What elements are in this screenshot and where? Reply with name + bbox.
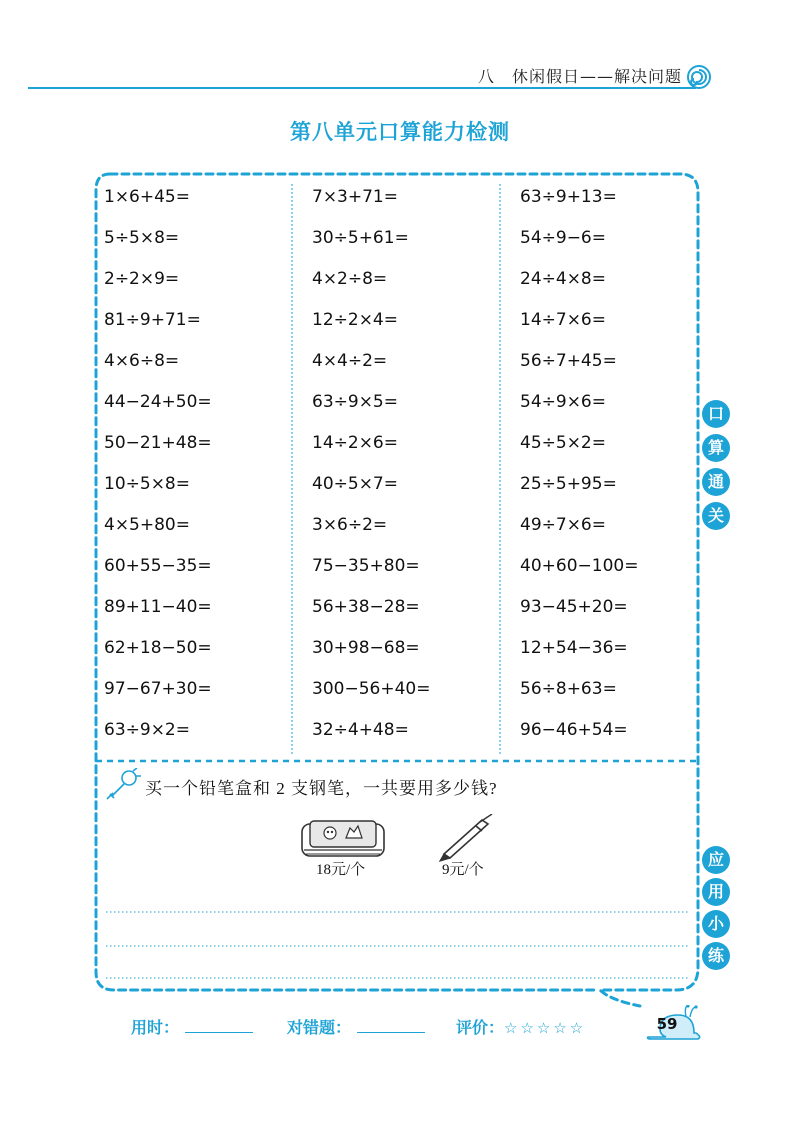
problem-column-2 bbox=[312, 177, 512, 751]
problem-column-3 bbox=[520, 177, 720, 751]
problem: 56÷8+63= bbox=[520, 679, 617, 699]
problem: 63÷9×5= bbox=[312, 392, 398, 412]
side-tab-guan: 关 bbox=[702, 502, 730, 530]
problem: 12+54−36= bbox=[520, 638, 628, 658]
problem: 50−21+48= bbox=[104, 433, 212, 453]
side-tab-yong: 用 bbox=[702, 878, 730, 906]
problem: 14÷7×6= bbox=[520, 310, 606, 330]
chapter-header: 八 休闲假日——解决问题 bbox=[477, 67, 682, 86]
problem: 44−24+50= bbox=[104, 392, 212, 412]
pen-image bbox=[436, 814, 494, 862]
side-tab-xiao: 小 bbox=[702, 910, 730, 938]
pencil-case-price: 18元/个 bbox=[316, 862, 366, 878]
page-number: 59 bbox=[656, 1015, 678, 1033]
side-tab-suan: 算 bbox=[702, 434, 730, 462]
problem: 49÷7×6= bbox=[520, 515, 606, 535]
rating bbox=[456, 1015, 586, 1038]
problem: 54÷9−6= bbox=[520, 228, 606, 248]
problem: 54÷9×6= bbox=[520, 392, 606, 412]
problem: 300−56+40= bbox=[312, 679, 431, 699]
problem: 30÷5+61= bbox=[312, 228, 409, 248]
pencil-case-image bbox=[300, 818, 386, 860]
problem: 10÷5×8= bbox=[104, 474, 190, 494]
problem: 32÷4+48= bbox=[312, 720, 409, 740]
problem: 12÷2×4= bbox=[312, 310, 398, 330]
problem: 2÷2×9= bbox=[104, 269, 180, 289]
side-tab-lian: 练 bbox=[702, 942, 730, 970]
problem: 96−46+54= bbox=[520, 720, 628, 740]
problem: 56÷7+45= bbox=[520, 351, 617, 371]
problem: 4×2÷8= bbox=[312, 269, 388, 289]
problem: 5÷5×8= bbox=[104, 228, 180, 248]
errors-count bbox=[287, 1015, 425, 1038]
time-blank[interactable] bbox=[185, 1019, 253, 1033]
problem: 89+11−40= bbox=[104, 597, 212, 617]
problem: 3×6÷2= bbox=[312, 515, 388, 535]
problem: 63÷9+13= bbox=[520, 187, 617, 207]
rating-stars[interactable]: ☆☆☆☆☆ bbox=[504, 1019, 587, 1037]
header-rule bbox=[28, 87, 696, 89]
problem: 24÷4×8= bbox=[520, 269, 606, 289]
problem: 75−35+80= bbox=[312, 556, 420, 576]
problem: 56+38−28= bbox=[312, 597, 420, 617]
side-tab-ying: 应 bbox=[702, 846, 730, 874]
problem: 14÷2×6= bbox=[312, 433, 398, 453]
errors-blank[interactable] bbox=[357, 1019, 425, 1033]
problem: 25÷5+95= bbox=[520, 474, 617, 494]
side-tab-kou: 口 bbox=[702, 400, 730, 428]
problem: 4×6÷8= bbox=[104, 351, 180, 371]
problem: 40÷5×7= bbox=[312, 474, 398, 494]
problem: 30+98−68= bbox=[312, 638, 420, 658]
errors-label: 对错题： bbox=[287, 1018, 352, 1037]
problem: 40+60−100= bbox=[520, 556, 639, 576]
rating-label: 评价： bbox=[456, 1018, 505, 1037]
side-tab-tong: 通 bbox=[702, 468, 730, 496]
problem: 63÷9×2= bbox=[104, 720, 190, 740]
problem: 93−45+20= bbox=[520, 597, 628, 617]
thinking-icon bbox=[104, 768, 142, 802]
problem: 1×6+45= bbox=[104, 187, 190, 207]
problem: 7×3+71= bbox=[312, 187, 398, 207]
page-title: 第八单元口算能力检测 bbox=[290, 120, 510, 144]
problem-column-1 bbox=[104, 177, 304, 751]
problem: 62+18−50= bbox=[104, 638, 212, 658]
problem: 60+55−35= bbox=[104, 556, 212, 576]
problem: 4×4÷2= bbox=[312, 351, 388, 371]
problem: 81÷9+71= bbox=[104, 310, 201, 330]
problem: 97−67+30= bbox=[104, 679, 212, 699]
problem: 4×5+80= bbox=[104, 515, 190, 535]
pen-price: 9元/个 bbox=[442, 862, 484, 878]
problem: 45÷5×2= bbox=[520, 433, 606, 453]
time-label: 用时： bbox=[131, 1018, 180, 1037]
word-problem-question: 买一个铅笔盒和 2 支钢笔，一共要用多少钱? bbox=[145, 779, 498, 798]
time-used bbox=[131, 1015, 253, 1038]
